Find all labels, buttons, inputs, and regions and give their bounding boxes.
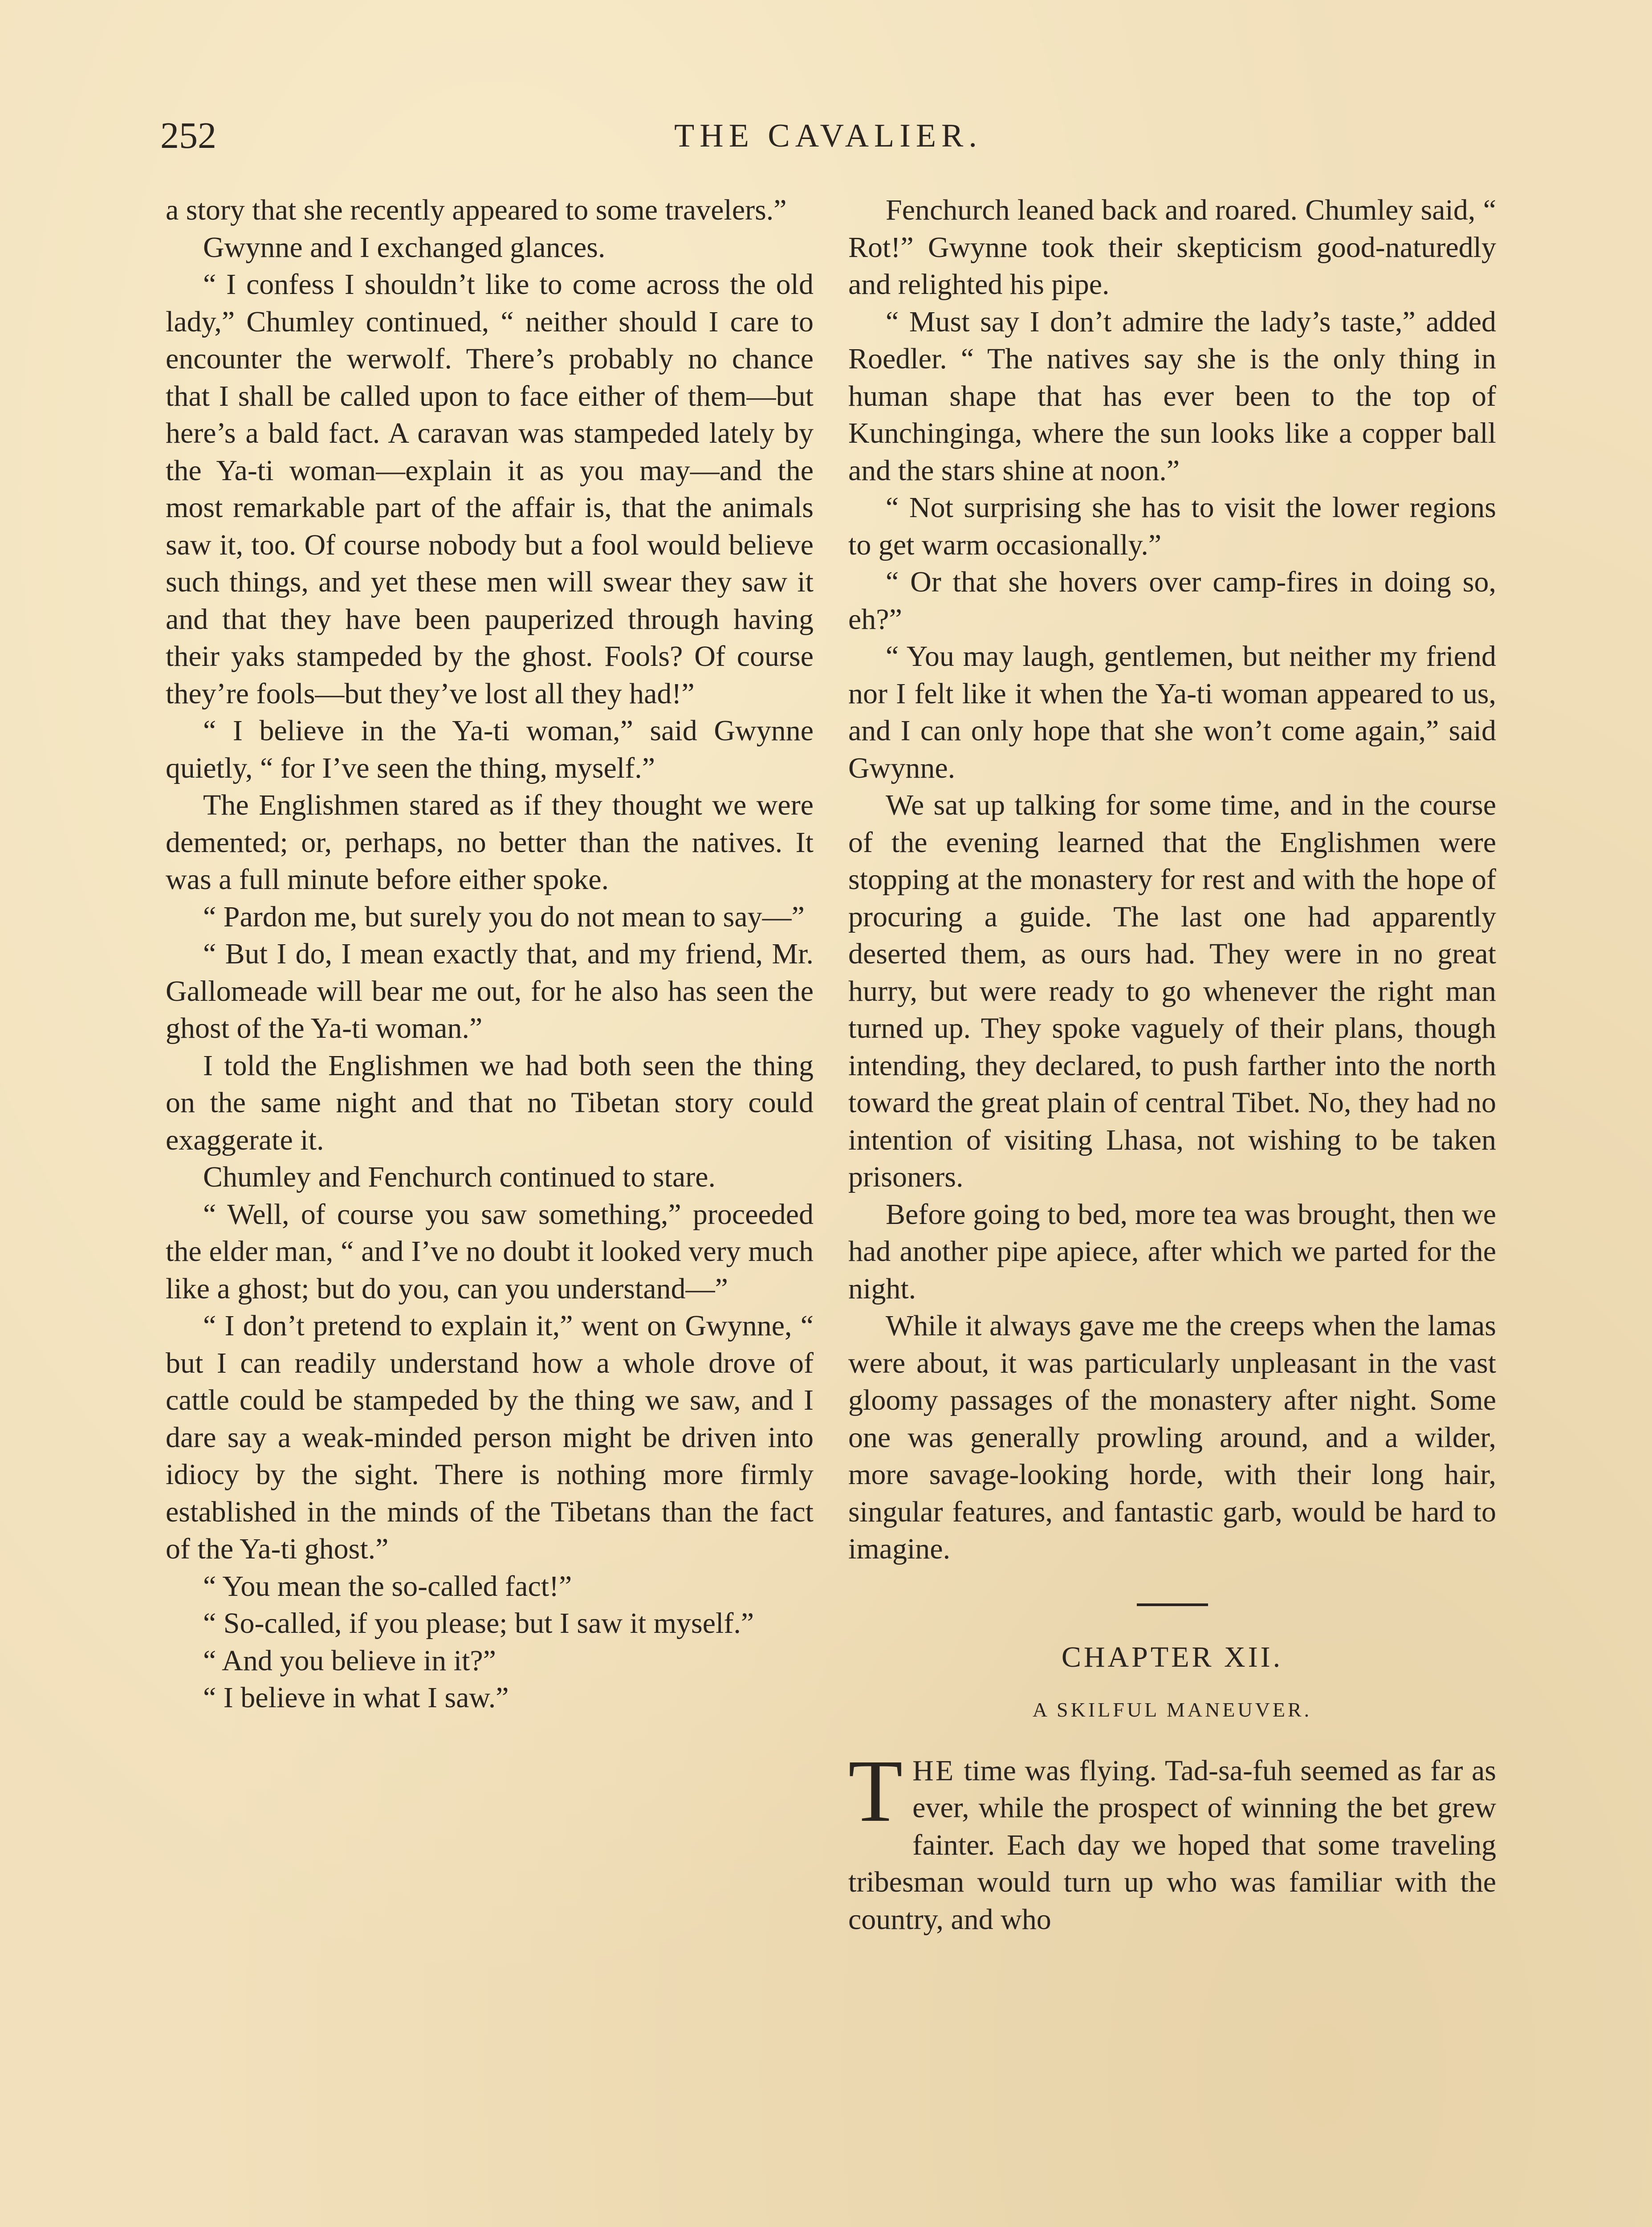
chapter-subtitle: A SKILFUL MANEUVER.: [1032, 1698, 1312, 1721]
paragraph: “ Well, of course you saw something,” proceeded the elder man, “ and I’ve no doubt it looked very much like a ghost; but do you, can you understand—”: [166, 1198, 814, 1305]
paragraph: Fenchurch leaned back and roared. Chumley said, “ Rot!” Gwynne took their skepticism good-naturedly and relighted his pipe.: [848, 194, 1496, 301]
right-column: [848, 192, 1496, 1938]
paragraph: “ Must say I don’t admire the lady’s taste,” added Roedler. “ The natives say she is the only thing in human shape that has ever been to the top of Kunchinginga, where the sun looks like a copper ball and the stars shine at noon.”: [848, 305, 1496, 487]
opening-text: time was flying. Tad-sa-fuh seemed as far as ever, while the prospect of winning the bet grew fainter. Each day we hoped that some traveling tribesman would turn up who was familiar with the country, and who: [848, 1754, 1496, 1936]
left-column: [166, 192, 814, 1717]
paragraph: “ And you believe in it?”: [203, 1644, 496, 1677]
paragraph: “ Or that she hovers over camp-fires in doing so, eh?”: [848, 566, 1496, 636]
paragraph: “ I don’t pretend to explain it,” went on Gwynne, “ but I can readily understand how a whole drove of cattle could be stampeded by the thing we saw, and I dare say a weak-minded person might be driven into idiocy by the sight. There is nothing more firmly established in the minds of the Tibetans than the fact of the Ya-ti ghost.”: [166, 1309, 814, 1565]
paragraph: “ I believe in what I saw.”: [203, 1681, 509, 1714]
paragraph: Chumley and Fenchurch continued to stare.: [203, 1161, 716, 1193]
chapter-divider: [1137, 1603, 1208, 1606]
chapter-opening-paragraph: [848, 1742, 1496, 1938]
opening-smallcaps: HE: [912, 1754, 956, 1787]
paragraph: “ So-called, if you please; but I saw it myself.”: [203, 1607, 754, 1640]
paragraph: “ I believe in the Ya-ti woman,” said Gwynne quietly, “ for I’ve seen the thing, myself.”: [166, 714, 814, 784]
page-header: [160, 109, 1496, 163]
paragraph: “ Pardon me, but surely you do not mean to say—”: [203, 900, 805, 933]
paragraph: “ But I do, I mean exactly that, and my friend, Mr. Gallomeade will bear me out, for he also has seen the ghost of the Ya-ti woman.”: [166, 938, 814, 1044]
paragraph: “ You mean the so-called fact!”: [203, 1570, 572, 1603]
paragraph: Gwynne and I exchanged glances.: [203, 231, 606, 264]
paragraph: The Englishmen stared as if they thought we were demented; or, perhaps, no better than the natives. It was a full minute before either spoke.: [166, 789, 814, 896]
paragraph: “ You may laugh, gentlemen, but neither my friend nor I felt like it when the Ya-ti woman appeared to us, and I can only hope that she won’t come again,” said Gwynne.: [848, 640, 1496, 784]
paragraph: “ Not surprising she has to visit the lower regions to get warm occasionally.”: [848, 491, 1496, 561]
paragraph: Before going to bed, more tea was brought, then we had another pipe apiece, after which we parted for the night.: [848, 1198, 1496, 1305]
paragraph: “ I confess I shouldn’t like to come across the old lady,” Chumley continued, “ neither should I care to encounter the werwolf. There’s probably no chance that I shall be called upon to face either of them—but here’s a bald fact. A caravan was stampeded lately by the Ya-ti woman—explain it as you may—and the most remarkable part of the affair is, that the animals saw it, too. Of course nobody but a fool would believe such things, and yet these men will swear they saw it and that they have been pauperized through having their yaks stampeded by the ghost. Fools? Of course they’re fools—but they’ve lost all they had!”: [166, 268, 814, 710]
paragraph: We sat up talking for some time, and in the course of the evening learned that the Englishmen were stopping at the monastery for rest and with the hope of procuring a guide. The last one had apparently deserted them, as ours had. They were in no great hurry, but were ready to go whenever the right man turned up. They spoke vaguely of their plans, though intending, they declared, to push farther into the north toward the great plain of central Tibet. No, they had no intention of visiting Lhasa, not wishing to be taken prisoners.: [848, 789, 1496, 1193]
paragraph: a story that she recently appeared to some travelers.”: [166, 194, 787, 226]
chapter-title: CHAPTER XII.: [1061, 1640, 1283, 1673]
chapter-heading: [848, 1603, 1496, 1730]
paragraph: I told the Englishmen we had both seen the thing on the same night and that no Tibetan story could exaggerate it.: [166, 1049, 814, 1156]
page-number: 252: [160, 115, 216, 156]
running-head: THE CAVALIER.: [674, 118, 982, 154]
paragraph: While it always gave me the creeps when the lamas were about, it was particularly unpleasant in the vast gloomy passages of the monastery after night. Some one was generally prowling around, and a wilder, more savage-looking horde, with their long hair, singular features, and fantastic garb, would be hard to imagine.: [848, 1309, 1496, 1565]
drop-cap: T: [848, 1742, 903, 1840]
